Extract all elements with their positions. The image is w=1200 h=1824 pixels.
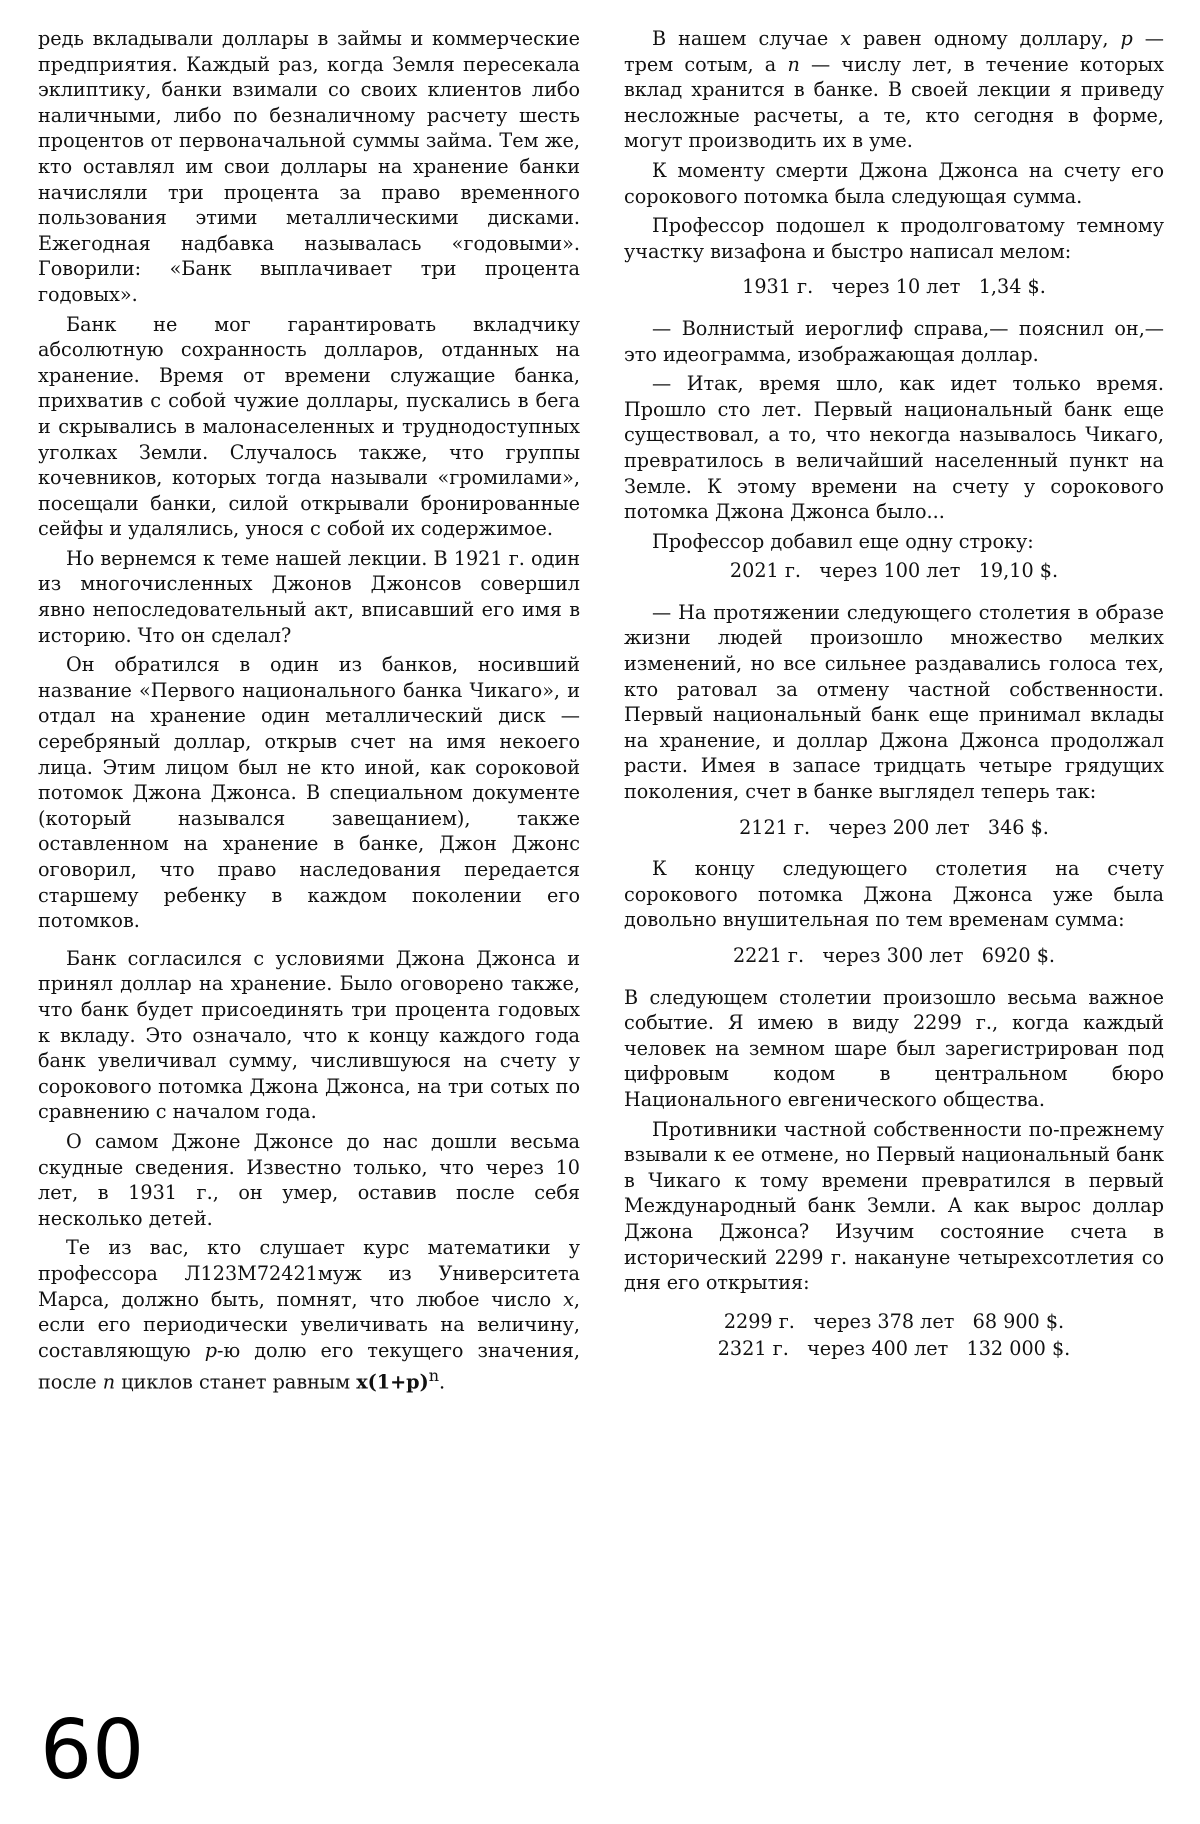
paragraph: К концу следующего столетия на счету сорокового потомка Джона Джонса уже была довольно внушительная по тем временам сумма:: [624, 857, 1164, 932]
math-var-x: x: [840, 27, 852, 50]
text: Те из вас, кто слушает курс математики у профессора Л123М72421муж из Университета Марса, должно быть, помнят, что любое число: [38, 1236, 580, 1311]
paragraph: Профессор подошел к продолговатому темному участку визафона и быстро написал мелом:: [624, 214, 1164, 263]
paragraph: — Волнистый иероглиф справа,— пояснил он,— это идеограмма, изображающая доллар.: [624, 316, 1164, 366]
paragraph: К моменту смерти Джона Джонса на счету его сорокового потомка была следующая сумма.: [624, 158, 1164, 208]
paragraph: Но вернемся к теме нашей лекции. В 1921 г. один из многочисленных Джонов Джонсов совершил явно непоследовательный акт, вписавший его имя в историю. Что он сделал?: [38, 546, 580, 647]
math-var-x: x: [563, 1287, 574, 1311]
text: циклов станет равным: [115, 1370, 357, 1394]
page-number: 60: [40, 1703, 145, 1798]
text: В нашем случае: [652, 27, 841, 50]
paragraph: — На протяжении следующего столетия в образе жизни людей произошло множество мелких изменений, но все сильнее раздавались голоса тех, кто ратовал за отмену частной собственности. Первый национальный банк еще принимал вклады на хранение, и доллар Джона Джонса продолжал расти. Имея в запасе тридцать четыре грядущих поколения, счет в банке выглядел теперь так:: [624, 600, 1164, 804]
paragraph: — Итак, время шло, как идет только время. Прошло сто лет. Первый национальный банк еще существовал, а то, что некогда называлось Чикаго, превратилось в величайший населенный пункт на Земле. К этому времени на счету у сорокового потомка Джона Джонса было...: [624, 372, 1164, 524]
balance-row-2221: 2221 г. через 300 лет 6920 $.: [732, 944, 1056, 967]
text: , если его периодически увеличивать на величину, составляющую: [38, 1287, 580, 1362]
text: — числу лет, в течение которых вклад хранится в банке. В своей лекции я приведу несложные расчеты, а те, кто сегодня в форме, могут производить их в уме.: [624, 52, 1164, 153]
math-var-p: p: [1120, 27, 1133, 50]
formula: x(1+p): [356, 1370, 429, 1394]
math-var-p: p: [204, 1338, 218, 1362]
text: .: [439, 1370, 446, 1394]
text: равен одному доллару,: [851, 27, 1121, 50]
paragraph: [624, 26, 1164, 154]
paragraph: Профессор добавил еще одну строку:: [652, 529, 1034, 553]
balance-row-1931: 1931 г. через 10 лет 1,34 $.: [742, 275, 1046, 299]
formula-exponent: n: [428, 1366, 439, 1386]
paragraph: редь вкладывали доллары в займы и коммерческие предприятия. Каждый раз, когда Земля пересекала эклиптику, банки взимали со своих клиентов либо наличными, либо по безналичному расчету шесть процентов от первоначальной суммы займа. Тем же, кто оставлял им свои доллары на хранение банки начисляли три процента за право временного пользования этими металлическими дисками. Ежегодная надбавка называлась «годовыми». Говорили: «Банк выплачивает три процента годовых».: [38, 27, 580, 306]
math-var-n: n: [787, 52, 800, 76]
paragraph: Банк согласился с условиями Джона Джонса и принял доллар на хранение. Было оговорено также, что банк будет присоединять три процента годовых к вкладу. Это означало, что к концу каждого года банк увеличивал сумму, числившуюся на счету у сорокового потомка Джона Джонса, на три сотых по сравнению с началом года.: [38, 946, 580, 1124]
paragraph: О самом Джоне Джонсе до нас дошли весьма скудные сведения. Известно только, что через 10 лет, в 1931 г., он умер, оставив после себя несколько детей.: [38, 1129, 580, 1230]
text: — трем сотым, а: [624, 27, 1164, 76]
left-column: [38, 26, 580, 1399]
paragraph: Противники частной собственности по-прежнему взывали к ее отмене, но Первый национальный банк в Чикаго к тому времени превратился в первый Международный банк Земли. А как вырос доллар Джона Джонса? Изучим состояние счета в исторический 2299 г. накануне четырехсотлетия со дня его открытия:: [624, 1117, 1164, 1295]
text: -ю долю его текущего значения, после: [38, 1338, 580, 1394]
math-var-n: n: [102, 1370, 116, 1394]
balance-row-2021: 2021 г. через 100 лет 19,10 $.: [729, 559, 1059, 583]
right-column: [624, 26, 1164, 1362]
paragraph: Банк не мог гарантировать вкладчику абсолютную сохранность долларов, отданных на хранение. Время от времени служащие банка, прихватив с собой чужие доллары, пускались в бега и скрывались в малонаселенных и труднодоступных уголках Земли. Случалось также, что группы кочевников, которых тогда называли «громилами», посещали банки, силой открывали бронированные сейфы и удалялись, унося с собой их содержимое.: [38, 312, 580, 541]
balance-row-2121: 2121 г. через 200 лет 346 $.: [739, 815, 1049, 839]
paragraph: Он обратился в один из банков, носивший название «Первого национального банка Чикаго», и отдал на хранение один металлический диск — серебряный доллар, открыв счет на имя некоего лица. Этим лицом был не кто иной, как сороковой потомок Джона Джонса. В специальном документе (который назывался завещанием), также оставленном на хранение в банке, Джон Джонс оговорил, что право наследования передается старшему ребенку в каждом поколении его потомков.: [38, 653, 580, 933]
balance-row-2299: 2299 г. через 378 лет 68 900 $.: [723, 1309, 1065, 1333]
paragraph-with-formula: [38, 1235, 580, 1395]
paragraph: В следующем столетии произошло весьма важное событие. Я имею в виду 2299 г., когда каждый человек на земном шаре был зарегистрирован под цифровым кодом в центральном бюро Национального евгенического общества.: [624, 985, 1164, 1111]
balance-row-2321: 2321 г. через 400 лет 132 000 $.: [717, 1336, 1071, 1360]
